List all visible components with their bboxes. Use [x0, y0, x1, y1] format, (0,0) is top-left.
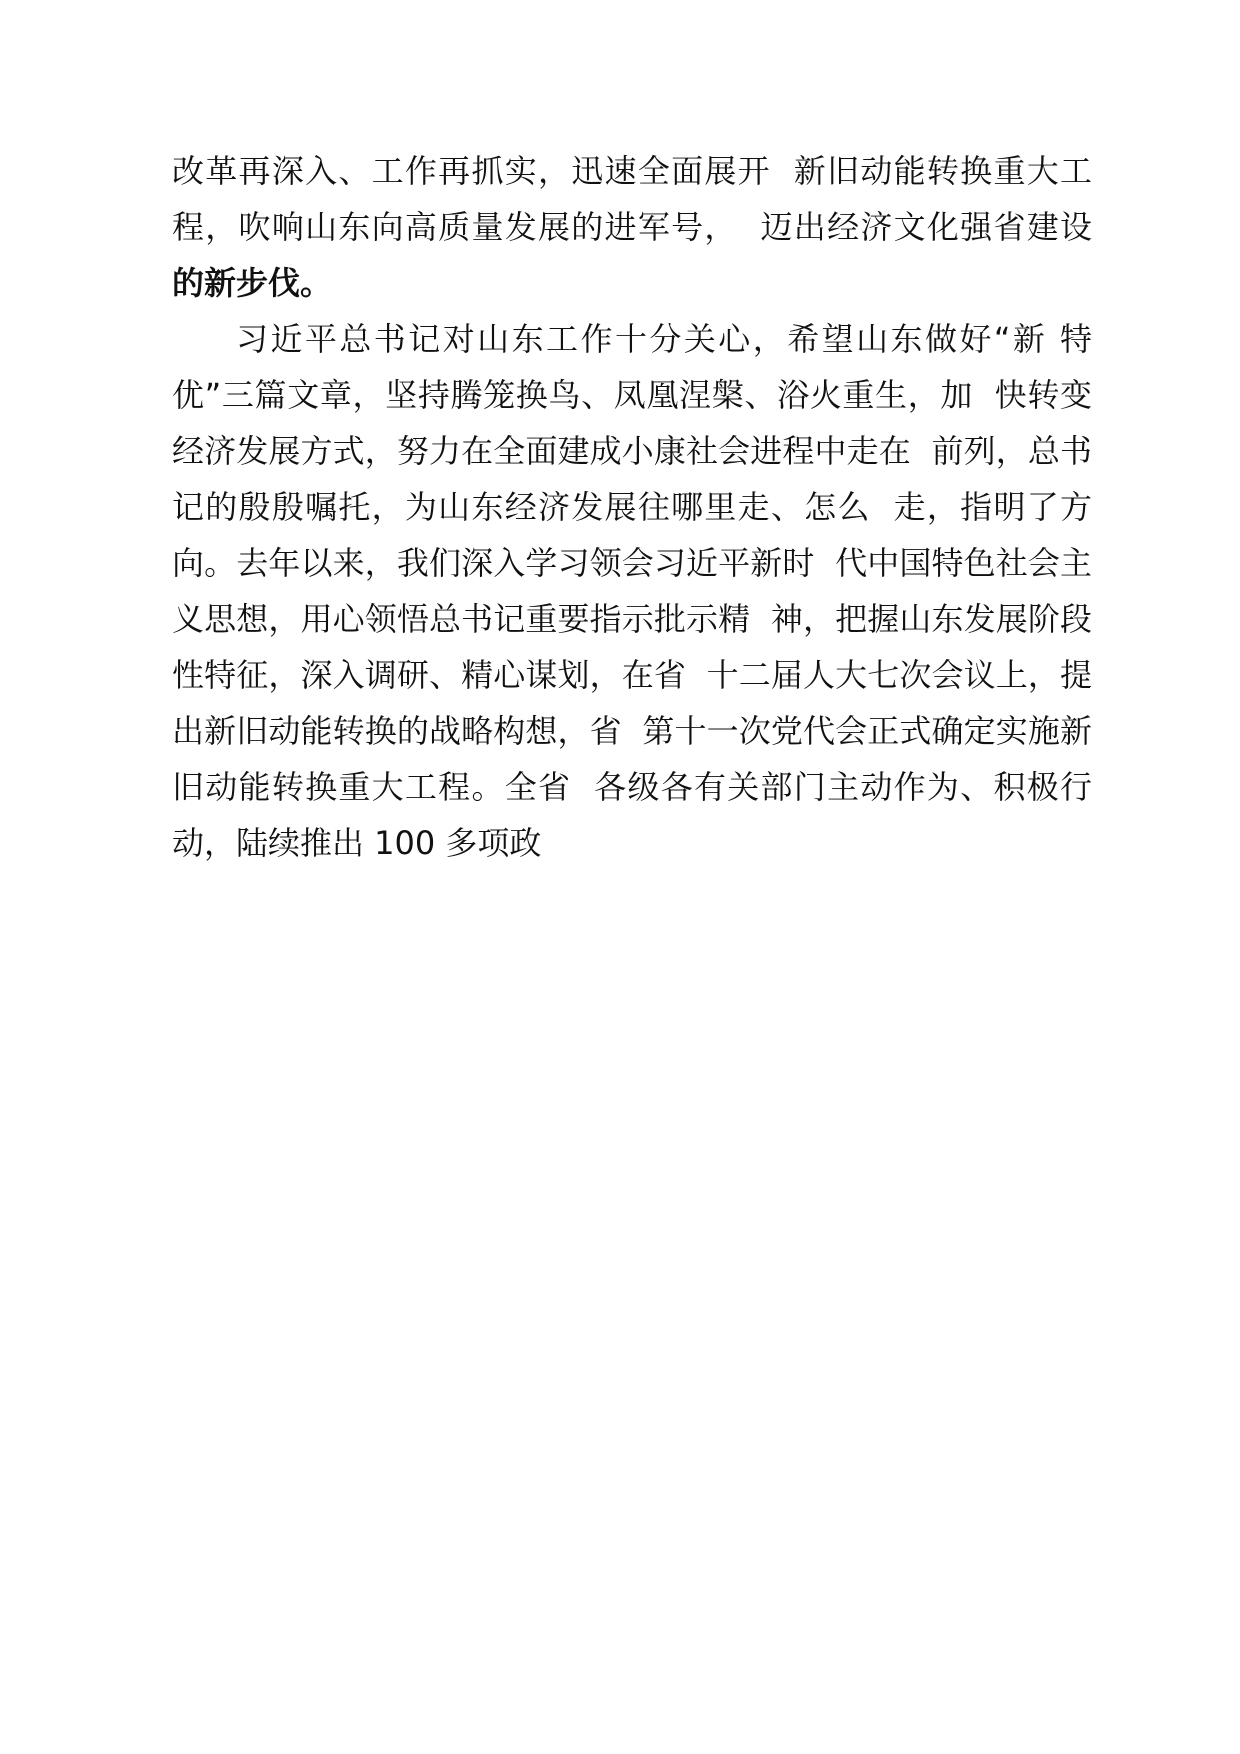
text-line-11: 出新旧动能转换的战略构想，省 第十一次党代会正式确定实施新 — [172, 712, 1092, 750]
text-line-7: 记的殷殷嘱托，为山东经济发展往哪里走、怎么 走，指明了方 — [172, 488, 1092, 526]
text-line-8: 向。去年以来，我们深入学习领会习近平新时 代中国特色社会主 — [172, 544, 1092, 582]
text-line-5: 优”三篇文章，坚持腾笼换鸟、凤凰涅槃、浴火重生，加 快转变 — [172, 376, 1092, 414]
text-line-12: 旧动能转换重大工程。全省 各级各有关部门主动作为、积极行 — [172, 768, 1092, 806]
text-line-9: 义思想，用心领悟总书记重要指示批示精 神，把握山东发展阶段 — [172, 600, 1092, 638]
text-line-10: 性特征，深入调研、精心谋划，在省 十二届人大七次会议上，提 — [172, 656, 1092, 694]
text-line-13: 动，陆续推出 100 多项政 — [172, 824, 542, 862]
text-line-3: 的新步伐。 — [172, 264, 333, 302]
text-line-4: 习近平总书记对山东工作十分关心，希望山东做好“新 特 — [236, 320, 1092, 358]
text-line-2: 程，吹响山东向高质量发展的进军号， 迈出经济文化强省建设 — [172, 208, 1092, 246]
text-line-1: 改革再深入、工作再抓实，迅速全面展开 新旧动能转换重大工 — [172, 152, 1092, 190]
text-line-6: 经济发展方式，努力在全面建成小康社会进程中走在 前列，总书 — [172, 432, 1092, 470]
document-body — [172, 143, 1092, 871]
